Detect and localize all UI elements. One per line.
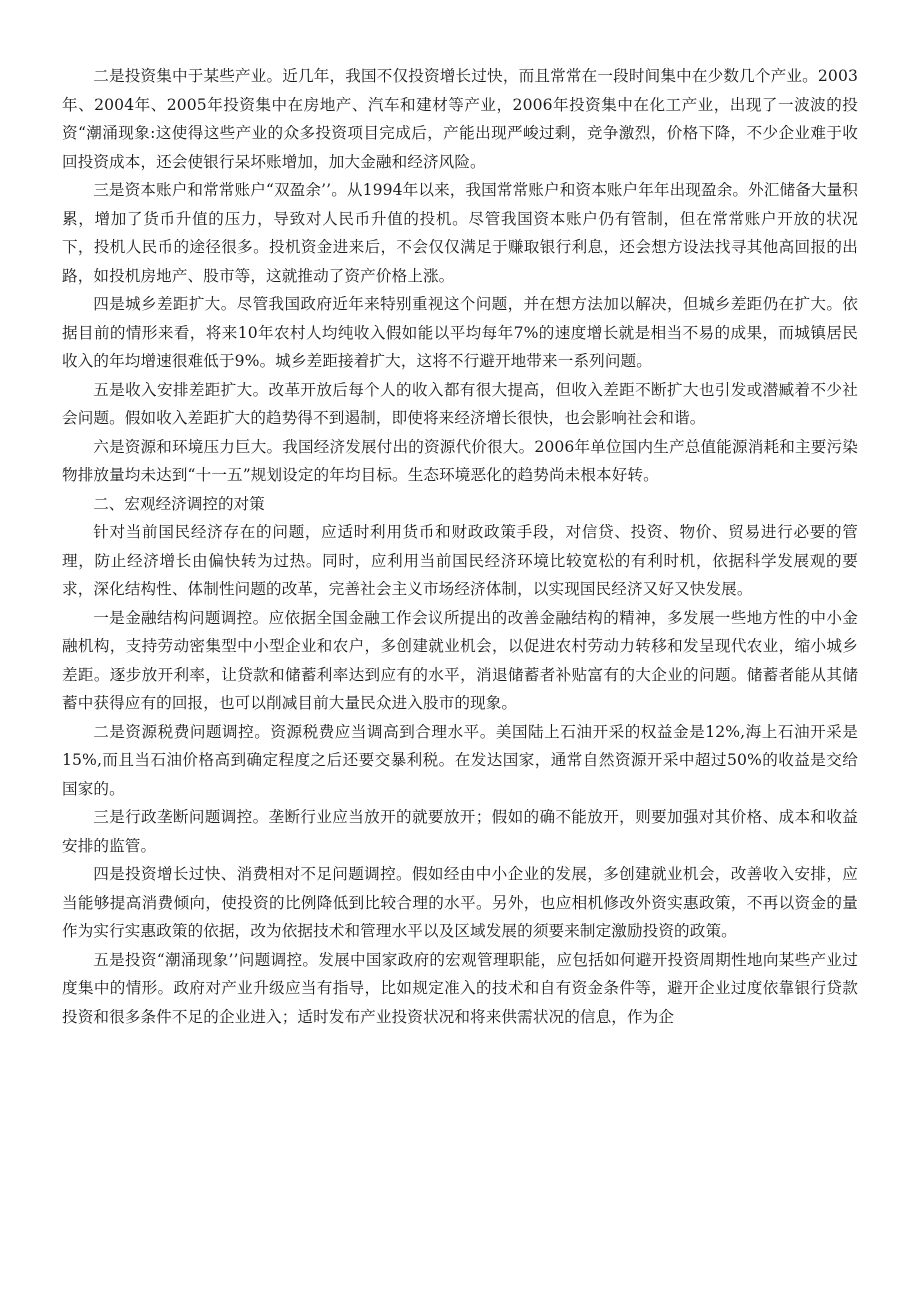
document-body bbox=[62, 62, 858, 1031]
paragraph-policy-overview: 针对当前国民经济存在的问题，应适时利用货币和财政政策手段，对信贷、投资、物价、贸易进行必要的管理，防止经济增长由偏快转为过热。同时，应利用当前国民经济环境比较宽松的有利时机，依据科学发展观的要求，深化结构性、体制性问题的改革，完善社会主义市场经济体制，以实现国民经济又好又快发展。 bbox=[62, 523, 858, 598]
paragraph-urban-rural-gap: 四是城乡差距扩大。尽管我国政府近年来特别重视这个问题，并在想方法加以解决，但城乡差距仍在扩大。依据目前的情形来看，将来10年农村人均纯收入假如能以平均每年7%的速度增长就是相当不易的成果，而城镇居民收入的年均增速很难低于9%。城乡差距接着扩大，这将不行避开地带来一系列问题。 bbox=[62, 295, 858, 370]
paragraph-financial-structure: 一是金融结构问题调控。应依据全国金融工作会议所提出的改善金融结构的精神，多发展一些地方性的中小金融机构，支持劳动密集型中小型企业和农户，多创建就业机会，以促进农村劳动力转移和发呈现代农业，缩小城乡差距。逐步放开利率，让贷款和储蓄利率达到应有的水平，消退储蓄者补贴富有的大企业的问题。储蓄者能从其储蓄中获得应有的回报，也可以削减目前大量民众进入股市的现象。 bbox=[62, 608, 858, 712]
paragraph-resource-tax: 二是资源税费问题调控。资源税费应当调高到合理水平。美国陆上石油开采的权益金是12%,海上石油开采是15%,而且当石油价格高到确定程度之后还要交暴利税。在发达国家，通常自然资源开采中超过50%的收益是交给国家的。 bbox=[62, 722, 858, 798]
paragraph-investment-tide: 五是投资“潮涌现象’’问题调控。发展中国家政府的宏观管理职能，应包括如何避开投资周期性地向某些产业过度集中的情形。政府对产业升级应当有指导，比如规定准入的技术和自有资金条件等，避开企业过度依靠银行贷款投资和很多条件不足的企业进入；适时发布产业投资状况和将来供需状况的信息，作为企 bbox=[62, 950, 858, 1026]
paragraph-investment-consumption: 四是投资增长过快、消费相对不足问题调控。假如经由中小企业的发展，多创建就业机会，改善收入安排，应当能够提高消费倾向，使投资的比例降低到比较合理的水平。另外，也应相机修改外资实惠政策，不再以资金的量作为实行实惠政策的依据，改为依据技术和管理水平以及区域发展的须要来制定激励投资的政策。 bbox=[62, 865, 858, 940]
paragraph-administrative-monopoly: 三是行政垄断问题调控。垄断行业应当放开的就要放开；假如的确不能放开，则要加强对其价格、成本和收益安排的监管。 bbox=[62, 808, 858, 855]
section-heading: 二、宏观经济调控的对策 bbox=[93, 494, 265, 513]
paragraph-resource-environment: 六是资源和环境压力巨大。我国经济发展付出的资源代价很大。2006年单位国内生产总值能源消耗和主要污染物排放量均未达到“十一五”规划设定的年均目标。生态环境恶化的趋势尚未根本好转。 bbox=[62, 437, 858, 484]
paragraph-double-surplus: 三是资本账户和常常账户“双盈余’’。从1994年以来，我国常常账户和资本账户年年出现盈余。外汇储备大量积累，增加了货币升值的压力，导致对人民币升值的投机。尽管我国资本账户仍有管制，但在常常账户开放的状况下，投机人民币的途径很多。投机资金进来后，不会仅仅满足于赚取银行利息，还会想方设法找寻其他高回报的出路，如投机房地产、股市等，这就推动了资产价格上涨。 bbox=[62, 181, 858, 285]
paragraph-investment-concentration: 二是投资集中于某些产业。近几年，我国不仅投资增长过快，而且常常在一段时间集中在少数几个产业。2003年、2004年、2005年投资集中在房地产、汽车和建材等产业，2006年投资集中在化工产业，出现了一波波的投资“潮涌现象:这使得这些产业的众多投资项目完成后，产能出现严峻过剩，竞争激烈，价格下降，不少企业难于收回投资成本，还会使银行呆坏账增加，加大金融和经济风险。 bbox=[62, 67, 858, 171]
paragraph-income-gap: 五是收入安排差距扩大。改革开放后每个人的收入都有很大提高，但收入差距不断扩大也引发或潜臧着不少社会问题。假如收入差距扩大的趋势得不到遏制，即使将来经济增长很快，也会影响社会和谐。 bbox=[62, 380, 858, 427]
